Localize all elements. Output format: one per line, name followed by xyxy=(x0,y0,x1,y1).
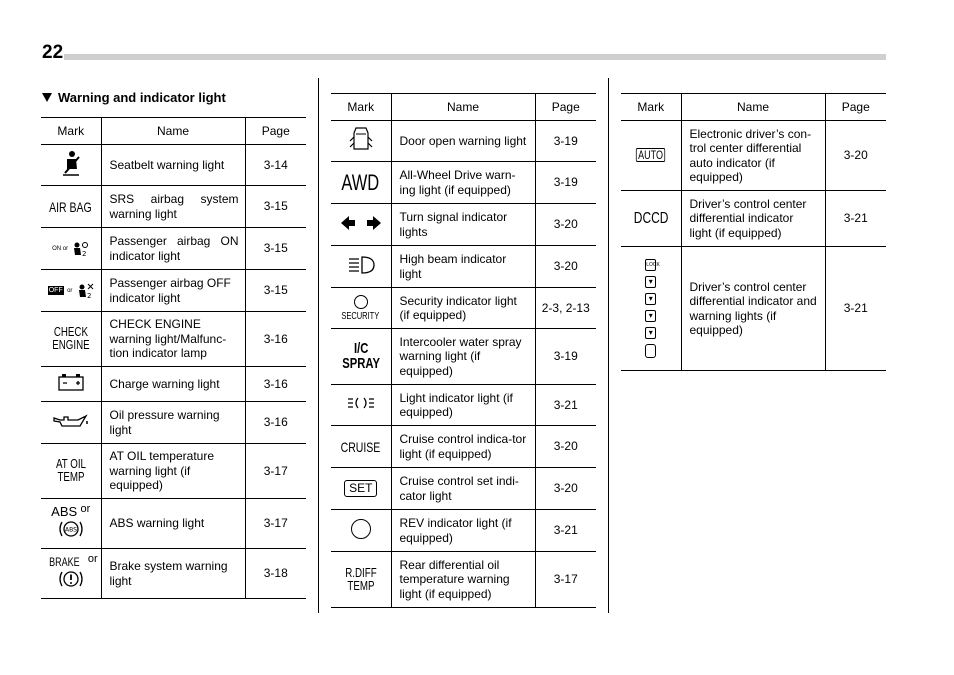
passenger-airbag-off-icon xyxy=(76,283,94,299)
abs-mark: ABS xyxy=(51,503,78,519)
table-row: ON or 2 Passenger airbag ON indicator light 3-15 xyxy=(41,228,306,270)
table-row: SECURITY Security indicator light (if equipped) 2-3, 2-13 xyxy=(331,288,596,329)
header-bar xyxy=(64,54,886,60)
rev-circle-icon xyxy=(351,519,371,539)
table-row: R.DIFF TEMP Rear differential oil temperature warning light (if equipped) 3-17 xyxy=(331,552,596,608)
check-mark: CHECK xyxy=(53,324,88,340)
table-row: Turn signal indicator lights 3-20 xyxy=(331,204,596,246)
svg-text:2: 2 xyxy=(86,291,92,299)
table-row: Seatbelt warning light 3-14 xyxy=(41,145,306,186)
light-indicator-icon xyxy=(346,396,376,410)
table-row: AUTO Electronic driver’s con-trol center differential auto indicator (if equipped) 3-20 xyxy=(621,121,886,191)
triangle-bullet-icon xyxy=(42,93,52,102)
lock-icon: LOCK xyxy=(645,259,656,271)
table-row: Charge warning light 3-16 xyxy=(41,367,306,402)
level-4-icon: ▾ xyxy=(645,327,656,339)
svg-text:ABS: ABS xyxy=(64,526,77,534)
table-row: CRUISE Cruise control indica-tor light (if equipped) 3-20 xyxy=(331,426,596,468)
header-name: Name xyxy=(101,118,245,145)
table-row: SET Cruise control set indi-cator light 3-20 xyxy=(331,468,596,510)
airbag-mark: AIR BAG xyxy=(49,198,93,215)
header-mark: Mark xyxy=(41,118,101,145)
header-page: Page xyxy=(245,118,306,145)
set-mark: SET xyxy=(344,480,377,497)
temp-mark: TEMP xyxy=(57,469,85,485)
auto-mark: AUTO xyxy=(636,148,665,162)
column-divider-1 xyxy=(318,78,319,613)
table-row: ABS or ABS ABS warning light 3-17 xyxy=(41,499,306,549)
turn-arrows-icon xyxy=(339,214,383,232)
table-row: LOCK ▾ ▾ ▾ ▾ Driver’s control center differential indicator and warning lights (if equipped) 3-21 xyxy=(621,247,886,371)
table-row: BRAKE or Brake system warning light 3-18 xyxy=(41,549,306,599)
table-row: I/C SPRAY Intercooler water spray warning light (if equipped) 3-19 xyxy=(331,329,596,385)
page-number: 22 xyxy=(42,42,64,63)
table-row: High beam indicator light 3-20 xyxy=(331,246,596,288)
level-3-icon: ▾ xyxy=(645,310,656,322)
exclamation-circle-icon xyxy=(57,568,85,590)
security-circle-icon xyxy=(354,295,368,309)
table-col3: Mark Name Page AUTO Electronic driver’s con-trol center differential auto indicator (if equipped) 3-20 DCCD Driver’s control center differential indicator light (if equipped) 3-21 LOCK ▾ ▾ ▾ ▾ Driver’s control center differential indicator and warning lights (if equipped) 3-21 xyxy=(621,93,886,371)
ic-mark: I/C xyxy=(353,340,368,358)
security-mark: SECURITY xyxy=(341,310,380,322)
section-title: Warning and indicator light xyxy=(42,90,226,105)
abs-circle-icon xyxy=(57,518,85,540)
svg-text:2: 2 xyxy=(82,249,87,257)
cruise-mark: CRUISE xyxy=(340,438,381,455)
table-row: REV indicator light (if equipped) 3-21 xyxy=(331,510,596,552)
dccd-level-icons xyxy=(621,254,681,363)
column-divider-2 xyxy=(608,78,609,613)
table-col2: Mark Name Page Door open warning light 3-19 AWD All-Wheel Drive warn-ing light (if equipped) 3-19 Turn signal indicator lights 3-20 High beam indicator light 3-20 SECURITY Security indicator light (if equipped) 2-3, 2-13 I/C SPRAY Intercooler water spray warning light (if equipped) 3-19 Light indicator light (if equipped) 3-21 CRUISE Cruise control indica-tor light (if equipped) 3-20 SET Cruise control set indi-cator light 3-20 REV indicator light (if equipped) 3-21 R.DIFF TEMP Rear differential oil temperature warning light (if equipped) 3-17 xyxy=(331,93,596,608)
spray-mark: SPRAY xyxy=(341,355,380,373)
free-icon xyxy=(645,344,656,358)
seatbelt-icon xyxy=(59,149,83,177)
table-row: DCCD Driver’s control center differential indicator light (if equipped) 3-21 xyxy=(621,191,886,247)
rdiff-mark: R.DIFF xyxy=(345,564,377,580)
oil-can-icon xyxy=(52,412,90,430)
table-row: Oil pressure warning light 3-16 xyxy=(41,402,306,444)
door-open-car-icon xyxy=(348,125,374,153)
table-row: OFF or 2 Passenger airbag OFF indicator light 3-15 xyxy=(41,270,306,312)
dccd-mark: DCCD xyxy=(633,209,669,227)
table-row: CHECK ENGINE CHECK ENGINE warning light/Malfunc-tion indicator lamp 3-16 xyxy=(41,312,306,367)
rdiff-temp-mark: TEMP xyxy=(347,577,375,593)
table-row: Light indicator light (if equipped) 3-21 xyxy=(331,385,596,426)
table-col1 xyxy=(41,117,306,599)
table-row: AIR BAG SRS airbag system warning light 3-15 xyxy=(41,186,306,228)
battery-icon xyxy=(57,373,85,391)
table-row: AT OIL TEMP AT OIL temperature warning light (if equipped) 3-17 xyxy=(41,444,306,499)
level-1-icon: ▾ xyxy=(645,276,656,288)
table-row: AWD All-Wheel Drive warn-ing light (if equipped) 3-19 xyxy=(331,162,596,204)
engine-mark: ENGINE xyxy=(52,337,90,353)
at-oil-mark: AT OIL xyxy=(55,456,86,472)
high-beam-icon xyxy=(346,254,376,276)
passenger-airbag-icon xyxy=(71,241,89,257)
level-2-icon: ▾ xyxy=(645,293,656,305)
brake-mark: BRAKE xyxy=(48,554,80,569)
awd-mark: AWD xyxy=(341,169,380,195)
table-row: Door open warning light 3-19 xyxy=(331,121,596,162)
